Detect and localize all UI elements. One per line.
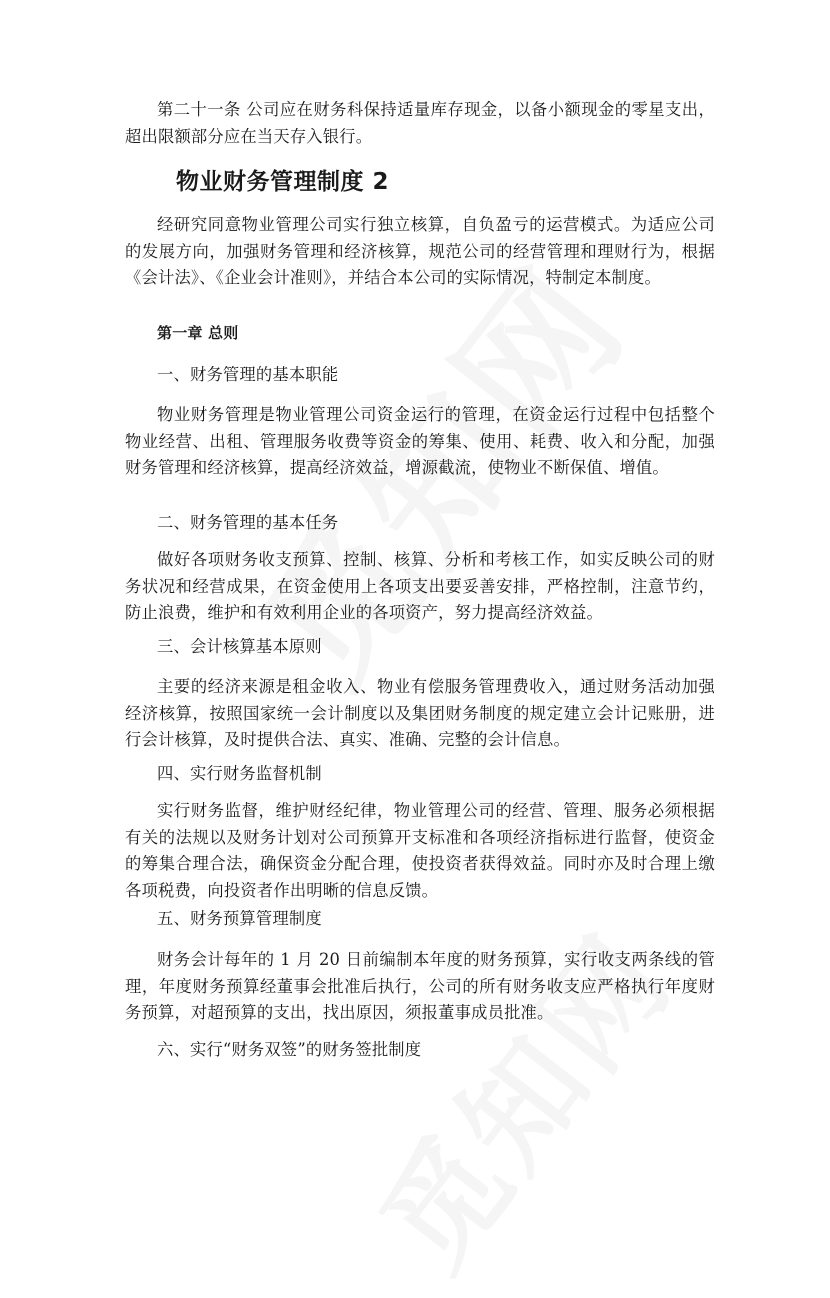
paragraph: 经研究同意物业管理公司实行独立核算，自负盈亏的运营模式。为适应公司的发展方向，加强财务管理和经济核算，规范公司的经营管理和理财行为，根据《会计法》、《企业会计准则》，并结合本公司的实际情况，特制定本制度。 [125, 215, 715, 287]
paragraph: 第二十一条 公司应在财务科保持适量库存现金，以备小额现金的零星支出，超出限额部分应在当天存入银行。 [125, 100, 715, 146]
section-2-body [125, 547, 715, 627]
section-heading: 三、会计核算基本原则 [157, 637, 322, 656]
document-title: 物业财务管理制度 2 [176, 169, 390, 195]
intro-block [125, 212, 715, 292]
paragraph: 财务会计每年的 1 月 20 日前编制本年度的财务预算，实行收支两条线的管理，年度财务预算经董事会批准后执行，公司的所有财务收支应严格执行年度财务预算，对超预算的支出，找出原因，须报董事成员批准。 [125, 950, 715, 1022]
chapter-heading: 第一章 总则 [157, 324, 239, 342]
section-5-body [125, 947, 715, 1027]
section-3-body [125, 674, 715, 754]
section-heading: 五、财务预算管理制度 [157, 909, 322, 928]
paragraph: 主要的经济来源是租金收入、物业有偿服务管理费收入，通过财务活动加强经济核算，按照国家统一会计制度以及集团财务制度的规定建立会计记账册，进行会计核算，及时提供合法、真实、准确、完整的会计信息。 [125, 677, 715, 749]
article-21 [125, 97, 715, 150]
section-heading: 六、实行“财务双签”的财务签批制度 [157, 1040, 422, 1059]
section-4-body [125, 798, 715, 904]
paragraph: 物业财务管理是物业管理公司资金运行的管理，在资金运行过程中包括整个物业经营、出租、管理服务收费等资金的筹集、使用、耗费、收入和分配，加强财务管理和经济核算，提高经济效益，增源截流，使物业不断保值、增值。 [125, 405, 715, 477]
section-heading: 四、实行财务监督机制 [157, 764, 322, 783]
section-1-body [125, 402, 715, 482]
section-heading: 二、财务管理的基本任务 [157, 513, 339, 532]
paragraph: 做好各项财务收支预算、控制、核算、分析和考核工作，如实反映公司的财务状况和经营成果，在资金使用上各项支出要妥善安排，严格控制，注意节约，防止浪费，维护和有效利用企业的各项资产，努力提高经济效益。 [125, 550, 715, 622]
paragraph: 实行财务监督，维护财经纪律，物业管理公司的经营、管理、服务必须根据有关的法规以及财务计划对公司预算开支标准和各项经济指标进行监督，使资金的筹集合理合法，确保资金分配合理，使投资者获得效益。同时亦及时合理上缴各项税费，向投资者作出明晰的信息反馈。 [125, 801, 715, 900]
section-heading: 一、财务管理的基本职能 [157, 365, 339, 384]
